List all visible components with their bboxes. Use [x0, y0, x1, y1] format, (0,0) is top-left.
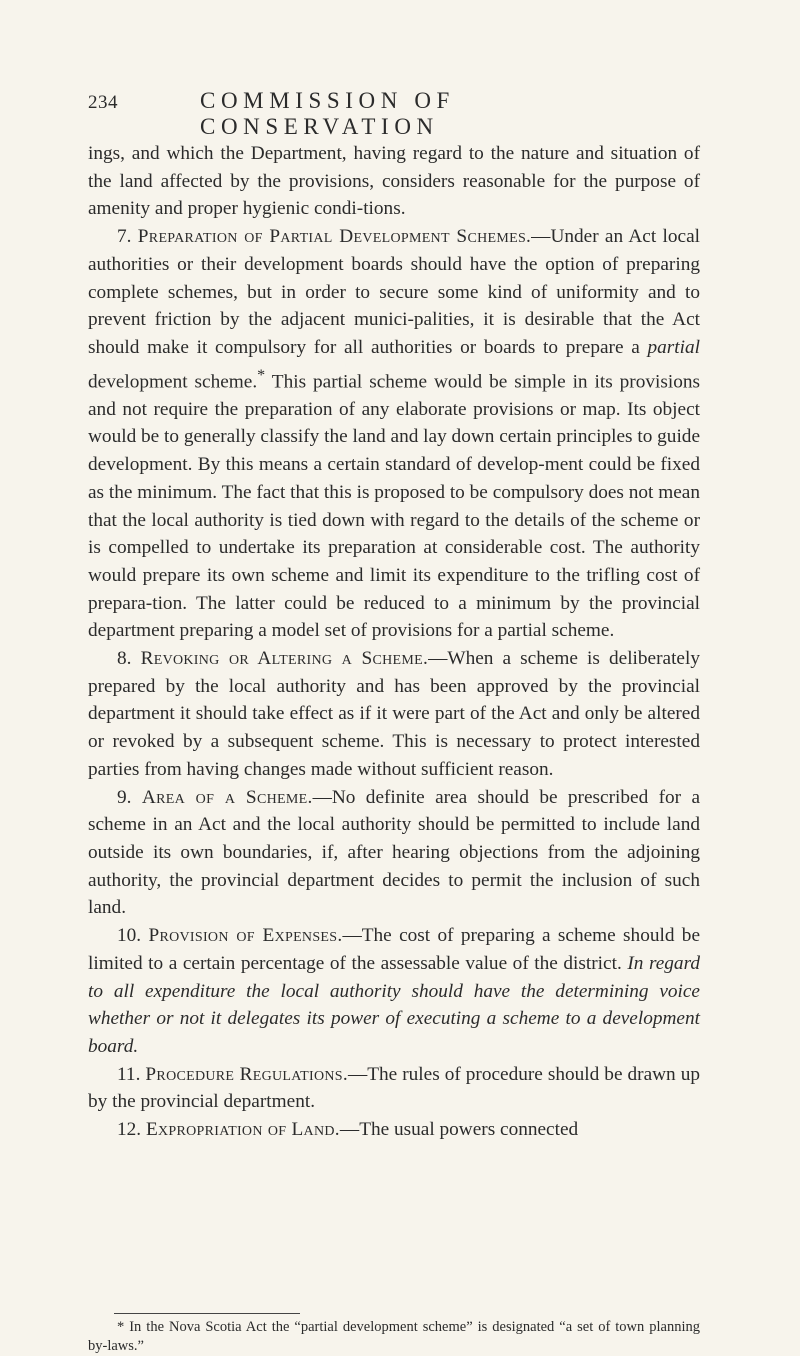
- page-header: [88, 88, 688, 139]
- section-number: 9.: [117, 786, 132, 808]
- section-8: [88, 645, 700, 784]
- section-heading: Provision of Expenses.: [148, 925, 343, 947]
- section-12: [88, 1116, 700, 1144]
- section-heading: Expropriation of Land.: [145, 1119, 340, 1141]
- emphasis-text: In regard to all expenditure the local authority should have the determining voice whether or not it delegates its power of executing a scheme to a development board.: [88, 952, 700, 1057]
- section-text: This partial scheme would be simple in its provisions and not require the preparation of any elaborate provisions or map. Its object would be to generally classify the land and lay down certain principles to guide development. By this means a certain standard of develop-ment could be fixed as the minimum. The fact that this is proposed to be compulsory does not mean that the local authority is tied down with regard to the details of the scheme or is compelled to undertake its preparation at considerable cost. The authority would prepare its own scheme and limit its expenditure to the trifling cost of prepara-tion. The latter could be reduced to a minimum by the provincial department preparing a model set of provisions for a partial scheme.: [88, 371, 701, 642]
- paragraph-continued: [88, 140, 700, 223]
- section-text: development scheme.: [88, 371, 258, 393]
- section-text: —No definite area should be prescribed for a scheme in an Act and the local authority should be permitted to include land outside its own boundaries, if, after hearing objections from the adjoining authority, the provincial department decides to permit the inclusion of such land.: [88, 786, 701, 919]
- section-text: —When a scheme is deliberately prepared by the local authority and has been approved by the provincial department it should take effect as if it were part of the Act and only be altered or revoked by a subsequent scheme. This is necessary to protect interested parties from having changes made without sufficient reason.: [88, 648, 700, 780]
- section-10: [88, 922, 700, 1061]
- section-heading: Procedure Regulations.: [145, 1063, 348, 1085]
- section-number: 12.: [117, 1119, 142, 1141]
- section-text: —Under an Act local authorities or their development boards should have the option of preparing complete schemes, but in order to secure some kind of uniformity and to prevent friction by the adjacent munici-palities, it is desirable that the Act should make it compulsory for all authorities or boards to prepare a: [88, 226, 700, 358]
- section-number: 8.: [117, 648, 132, 670]
- footnote-marker: *: [257, 366, 266, 384]
- section-number: 10.: [117, 925, 142, 947]
- section-number: 11.: [117, 1063, 141, 1085]
- section-9: [88, 784, 700, 923]
- section-heading: Revoking or Altering a Scheme.: [140, 648, 429, 670]
- body-text: [88, 140, 700, 1144]
- section-number: 7.: [117, 226, 132, 248]
- running-title: COMMISSION OF CONSERVATION: [200, 88, 455, 139]
- emphasis-text: partial: [647, 336, 700, 358]
- footnote: * In the Nova Scotia Act the “partial development scheme” is designated “a set of town planning by-laws.”: [88, 1319, 700, 1354]
- section-7: [88, 223, 700, 645]
- paragraph-text: ings, and which the Department, having regard to the nature and situation of the land affected by the provisions, considers reasonable for the purpose of amenity and proper hygienic condi-tions.: [88, 143, 700, 220]
- footnote-divider: [114, 1313, 300, 1314]
- section-11: [88, 1061, 700, 1116]
- page-number: 234: [88, 92, 118, 113]
- section-heading: Area of a Scheme.: [141, 786, 313, 808]
- section-heading: Preparation of Partial Development Schemes.: [137, 226, 532, 248]
- section-text: —The usual powers connected: [339, 1119, 579, 1141]
- section-text: —The rules of procedure should be drawn up by the provincial department.: [88, 1063, 700, 1113]
- section-text: —The cost of preparing a scheme should be limited to a certain percentage of the assessable value of the district.: [88, 925, 700, 974]
